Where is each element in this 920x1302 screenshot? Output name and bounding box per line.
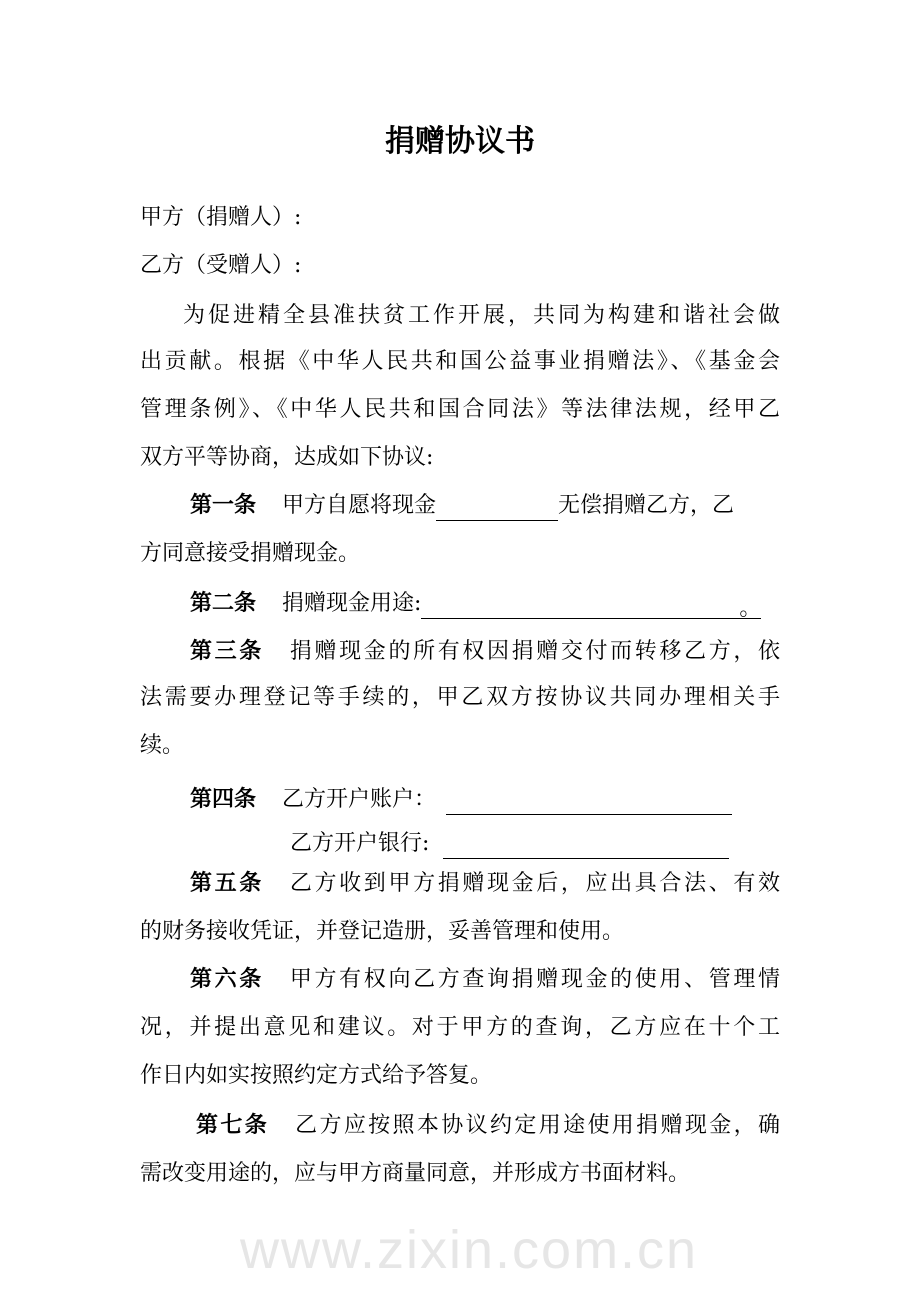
article-label: 第五条 [190, 871, 264, 896]
article-label: 第七条 [196, 1113, 270, 1138]
amount-blank[interactable] [436, 496, 558, 521]
article-text: 乙方应按照本协议约定用途使用捐赠现金，确 [295, 1113, 780, 1138]
article-6-line: 作日内如实按照约定方式给予答复。 [140, 1063, 493, 1088]
article-7-line2: 需改变用途的，应与甲方商量同意，并形成方书面材料。 [140, 1161, 691, 1186]
article-text: 甲方有权向乙方查询捐赠现金的使用、管理情 [289, 967, 780, 992]
article-text: 无偿捐赠乙方，乙 [558, 493, 735, 518]
watermark: www.zixin.com.cn [240, 1220, 699, 1280]
article-1-line2: 方同意接受捐赠现金。 [140, 541, 361, 566]
article-text: 捐赠现金用途: [282, 591, 422, 616]
article-4-bank [290, 829, 920, 859]
article-6 [190, 965, 780, 995]
article-3-line: 法需要办理登记等手续的，甲乙双方按协议共同办理相关手 [140, 685, 780, 710]
article-label: 第三条 [190, 639, 264, 664]
article-3-line: 续。 [140, 733, 185, 758]
article-2 [190, 589, 782, 619]
preamble-line: 管理条例》、《中华人民共和国合同法》等法律法规，经甲乙 [140, 397, 780, 422]
article-5-line2: 的财务接收凭证，并登记造册，妥善管理和使用。 [140, 919, 625, 944]
purpose-blank[interactable] [421, 594, 761, 619]
document-title: 捐赠协议书 [385, 124, 535, 159]
article-7 [196, 1111, 780, 1141]
article-text: 乙方收到甲方捐赠现金后，应出具合法、有效 [289, 871, 780, 896]
preamble-line: 双方平等协商，达成如下协议: [140, 445, 434, 470]
bank-label: 乙方开户银行: [290, 831, 430, 856]
preamble-line: 为促进精全县准扶贫工作开展，共同为构建和谐社会做 [183, 303, 780, 328]
account-blank[interactable] [446, 790, 732, 815]
article-text: 甲方自愿将现金 [282, 493, 437, 518]
preamble-line: 出贡献。根据《中华人民共和国公益事业捐赠法》、《基金会 [140, 349, 780, 374]
bank-blank[interactable] [443, 834, 729, 859]
party-a: 甲方（捐赠人）: [140, 205, 302, 230]
article-4 [190, 785, 830, 815]
article-3 [190, 637, 780, 667]
article-text: 捐赠现金的所有权因捐赠交付而转移乙方，依 [289, 639, 780, 664]
period: 。 [739, 596, 762, 621]
article-label: 第四条 [190, 787, 257, 812]
article-6-line: 况，并提出意见和建议。对于甲方的查询，乙方应在十个工 [140, 1015, 780, 1040]
article-5 [190, 869, 780, 899]
party-b: 乙方（受赠人）: [140, 253, 302, 278]
account-label: 乙方开户账户： [282, 787, 437, 812]
article-1 [190, 491, 780, 521]
article-label: 第一条 [190, 493, 257, 518]
article-label: 第二条 [190, 591, 257, 616]
article-label: 第六条 [190, 967, 264, 992]
